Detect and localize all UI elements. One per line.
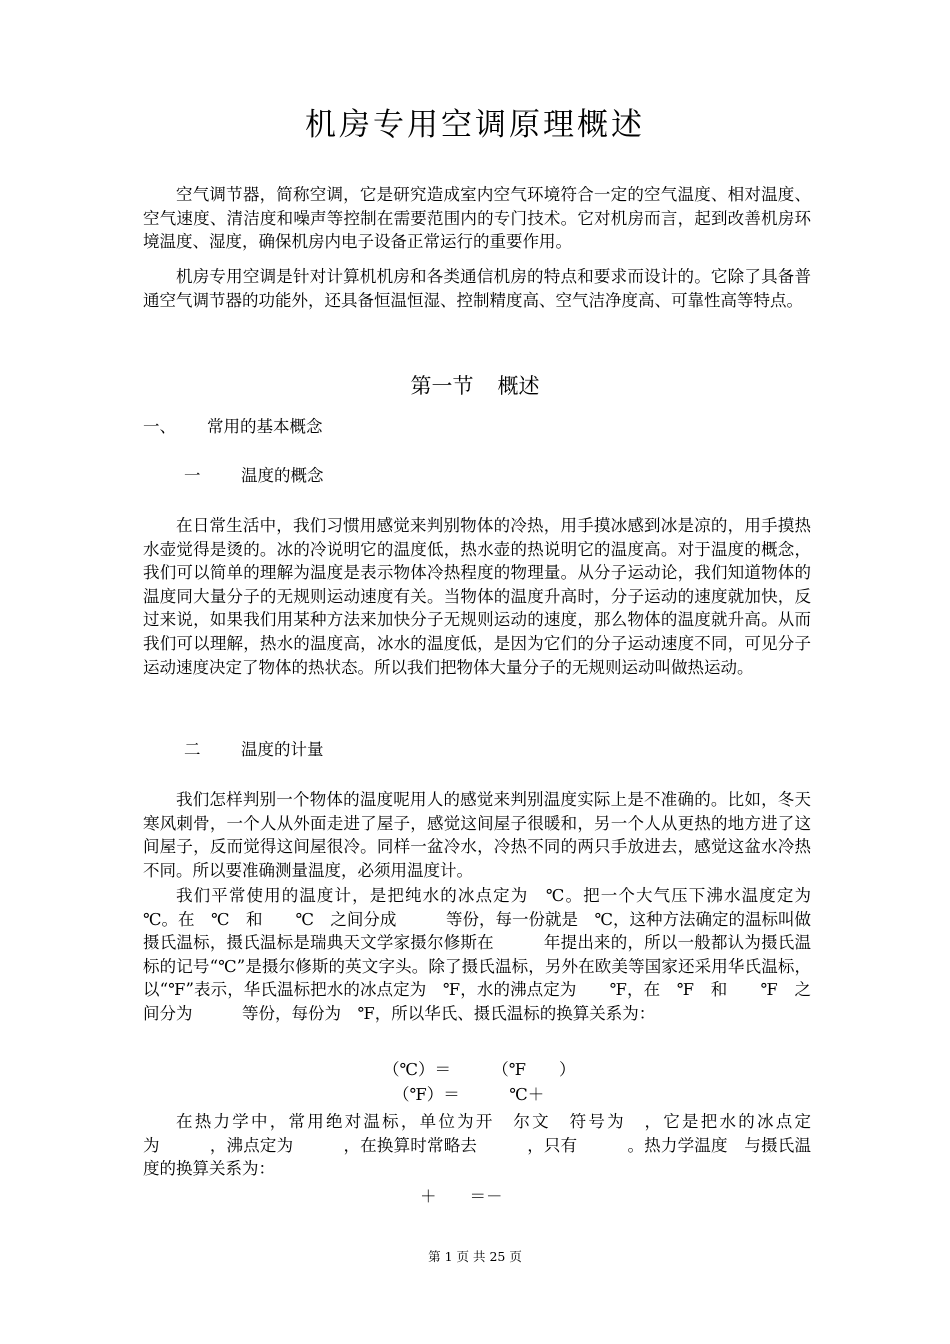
subheading-number: 一 bbox=[184, 466, 201, 485]
page-footer: 第 1 页 共 25 页 bbox=[428, 1249, 522, 1264]
measurement-paragraph-1: 我们怎样判别一个物体的温度呢用人的感觉来判别温度实际上是不准确的。比如，冬天寒风刺骨，一个人从外面走进了屋子，感觉这间屋子很暖和，另一个人从更热的地方进了这间屋子，反而觉得这间屋很冷。同样一盆冷水，冷热不同的两只手放进去，感觉这盆水冷热不同。所以要准确测量温度，必须用温度计。 bbox=[143, 790, 811, 880]
section-name: 概述 bbox=[497, 374, 540, 398]
section-number: 第一节 bbox=[410, 374, 474, 398]
section-heading bbox=[0, 371, 950, 401]
document-title: 机房专用空调原理概述 bbox=[305, 107, 645, 143]
heading-basic-concepts bbox=[143, 415, 323, 439]
conversion-formula-3: ＋ ＝－ bbox=[420, 1187, 503, 1206]
intro-paragraph-2: 机房专用空调是针对计算机机房和各类通信机房的特点和要求而设计的。它除了具备普通空气调节器的功能外，还具备恒温恒湿、控制精度高、空气洁净度高、可靠性高等特点。 bbox=[143, 267, 811, 310]
subheading-text: 温度的概念 bbox=[241, 466, 324, 485]
subheading-temperature-measurement bbox=[184, 738, 324, 762]
subheading-temperature-concept bbox=[184, 464, 324, 488]
heading-text: 常用的基本概念 bbox=[207, 417, 323, 436]
conversion-formula-1: （℃）＝ （℉ ） bbox=[383, 1060, 576, 1079]
subheading-text: 温度的计量 bbox=[241, 740, 324, 759]
subheading-number: 二 bbox=[184, 740, 201, 759]
conversion-formula-2: （℉）＝ ℃＋ bbox=[393, 1085, 545, 1104]
temperature-concept-paragraph: 在日常生活中，我们习惯用感觉来判别物体的冷热，用手摸冰感到冰是凉的，用手摸热水壶觉得是烫的。冰的冷说明它的温度低，热水壶的热说明它的温度高。对于温度的概念，我们可以简单的理解为温度是表示物体冷热程度的物理量。从分子运动论，我们知道物体的温度同大量分子的无规则运动速度有关。当物体的温度升高时，分子运动的速度就加快，反过来说，如果我们用某种方法来加快分子无规则运动的速度，那么物体的温度就升高。从而我们可以理解，热水的温度高，冰水的温度低，是因为它们的分子运动速度不同，可见分子运动速度决定了物体的热状态。所以我们把物体大量分子的无规则运动叫做热运动。 bbox=[143, 516, 811, 677]
measurement-paragraph-3: 在热力学中，常用绝对温标，单位为开 尔文 符号为 ，它是把水的冰点定为 ，沸点定为 ，在换算时常略去 ，只有 。热力学温度 与摄氏温度的换算关系为： bbox=[143, 1112, 811, 1179]
heading-number: 一、 bbox=[143, 417, 176, 436]
measurement-paragraph-2: 我们平常使用的温度计，是把纯水的冰点定为 ℃。把一个大气压下沸水温度定为 ℃。在 ℃ 和 ℃ 之间分成 等份，每一份就是 ℃，这种方法确定的温标叫做摄氏温标，摄氏温标是瑞典天文学家摄尔修斯在 年提出来的，所以一般都认为摄氏温标的记号“℃”是摄尔修斯的英文字头。除了摄氏温标，另外在欧美等国家还采用华氏温标，以“℉”表示，华氏温标把水的冰点定为 ℉，水的沸点定为 ℉，在 ℉ 和 ℉ 之间分为 等份，每份为 ℉，所以华氏、摄氏温标的换算关系为： bbox=[143, 886, 844, 1023]
intro-paragraph-1: 空气调节器，简称空调，它是研究造成室内空气环境符合一定的空气温度、相对温度、空气速度、清洁度和噪声等控制在需要范围内的专门技术。它对机房而言，起到改善机房环境温度、湿度，确保机房内电子设备正常运行的重要作用。 bbox=[143, 185, 811, 252]
